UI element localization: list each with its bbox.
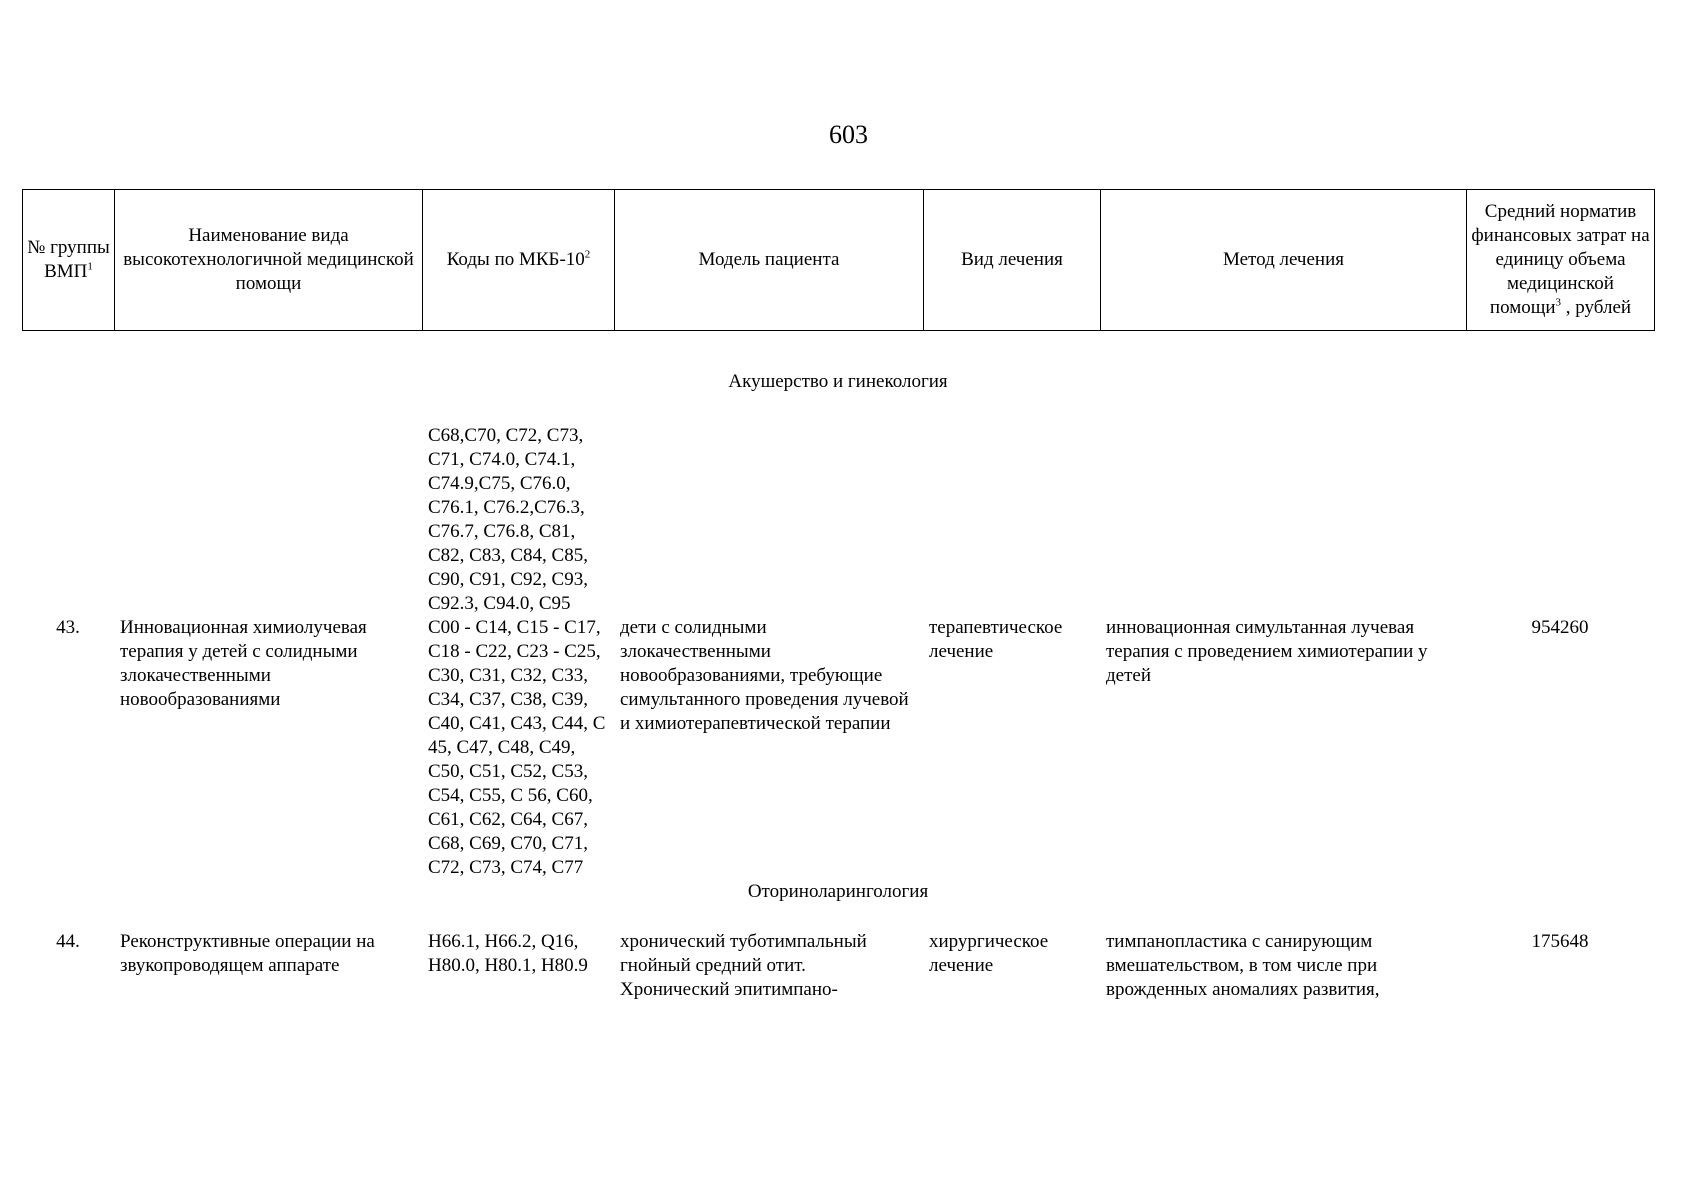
table-row (22, 616, 1654, 880)
header-cost-suffix: , рублей (1565, 297, 1632, 318)
header-cost (1467, 190, 1655, 331)
icd-codes-cell: H66.1, H66.2, Q16, H80.0, H80.1, H80.9 (428, 931, 588, 976)
header-group-number-text: № группы ВМП (27, 237, 110, 282)
header-cost-text: Средний норматив финансовых затрат на единицу объема медицинской помощи (1471, 201, 1650, 318)
continued-codes-cell: C68,C70, C72, C73, C71, C74.0, C74.1, C74.9,C75, C76.0, C76.1, C76.2,C76.3, C76.7, C76.8, C81, C82, C83, C84, C85, C90, C91, C92, C93, C92.3, C94.0, C95 (428, 425, 588, 614)
page-number: 603 (829, 120, 868, 149)
header-name (115, 190, 423, 331)
table-row-continued-codes (22, 424, 1654, 616)
treatment-type-cell: терапевтическое лечение (929, 617, 1063, 662)
group-number-cell: 43. (56, 617, 80, 638)
header-patient-model-text: Модель пациента (698, 249, 840, 270)
section-title-otolaryngology: Оториноларингология (747, 881, 929, 902)
header-treatment-type-text: Вид лечения (961, 249, 1063, 270)
footnote-3-marker: 3 (1555, 296, 1562, 309)
header-patient-model (615, 190, 924, 331)
icd-codes-cell: C00 - C14, C15 - C17, C18 - C22, C23 - C25, C30, C31, C32, C33, C34, C37, C38, C39, C40, C41, C43, C44, C 45, C47, C48, C49, C50, C51, C52, C53, C54, C55, C 56, C60, C61, C62, C64, C67, C68, C69, C70, C71, C72, C73, C74, C77 (428, 617, 606, 878)
cost-cell: 954260 (1531, 617, 1589, 638)
table-row (22, 930, 1654, 1002)
cost-cell: 175648 (1531, 931, 1589, 952)
table-body (22, 370, 1654, 1002)
header-method (1101, 190, 1467, 331)
section-row-otolaryngology (22, 880, 1654, 930)
treatment-method-cell: тимпанопластика с санирующим вмешательством, в том числе при врожденных аномалиях развития, (1106, 931, 1380, 1000)
patient-model-cell: хронический туботимпальный гнойный средний отит. Хронический эпитимпано- (620, 931, 867, 1000)
footnote-1-marker: 1 (87, 260, 93, 273)
care-name-cell: Инновационная химиолучевая терапия у детей с солидными злокачественными новообразованиями (120, 617, 367, 710)
header-codes (423, 190, 615, 331)
header-group-number (23, 190, 115, 331)
treatment-method-cell: инновационная симультанная лучевая терапия с проведением химиотерапии у детей (1106, 617, 1428, 686)
section-title-obstetrics: Акушерство и гинекология (728, 371, 948, 392)
patient-model-cell: дети с солидными злокачественными новообразованиями, требующие симультанного проведения лучевой и химиотерапевтической терапии (620, 617, 909, 734)
header-codes-text: Коды по МКБ-10 (446, 249, 585, 270)
group-number-cell: 44. (56, 931, 80, 952)
header-name-text: Наименование вида высокотехнологичной медицинской помощи (123, 225, 414, 294)
care-name-cell: Реконструктивные операции на звукопроводящем аппарате (120, 931, 375, 976)
table-header (22, 189, 1655, 331)
treatment-type-cell: хирургическое лечение (929, 931, 1049, 976)
footnote-2-marker: 2 (584, 248, 591, 261)
header-method-text: Метод лечения (1222, 249, 1344, 270)
header-treatment-type (924, 190, 1101, 331)
section-row-obstetrics (22, 370, 1654, 424)
